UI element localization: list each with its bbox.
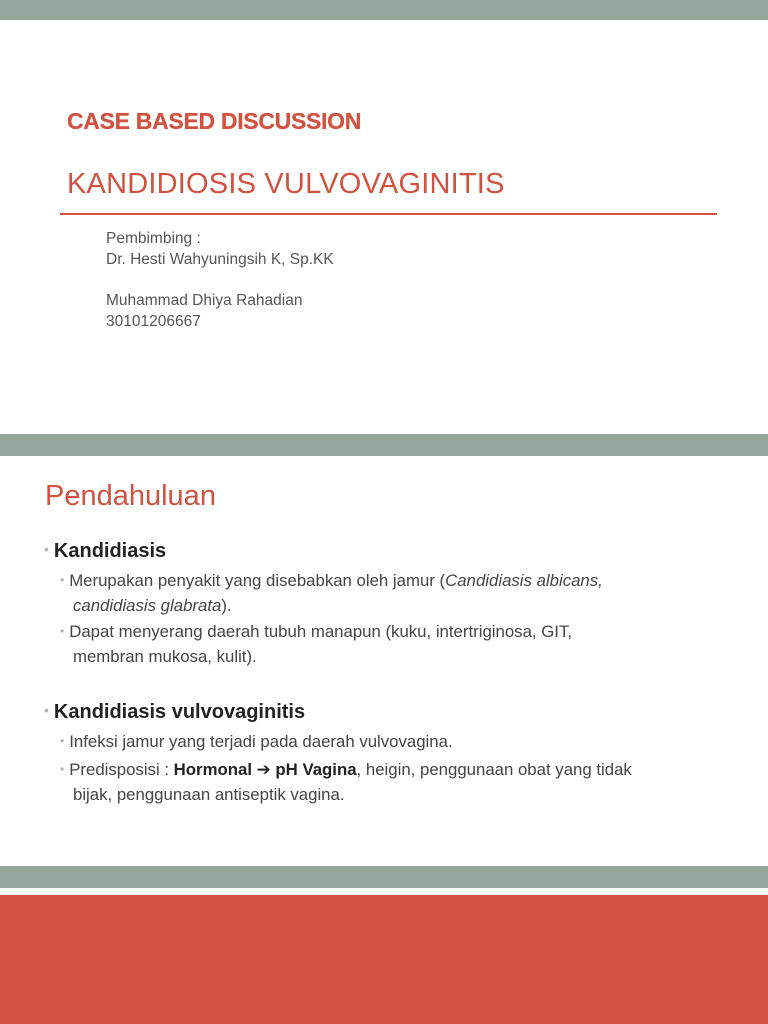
- slide-kicker: CASE BASED DISCUSSION: [67, 108, 362, 134]
- sub-bullet-dot: •: [60, 624, 65, 638]
- supervisor-label: Pembimbing :: [106, 230, 201, 247]
- bullet-kandidiasis: [44, 540, 166, 563]
- author-name: Muhammad Dhiya Rahadian: [106, 292, 303, 309]
- sub-bullet-dot: •: [60, 762, 65, 776]
- sub-bullet-infection: [60, 730, 740, 755]
- supervisor-block: [106, 228, 334, 270]
- bullet-dot: •: [44, 702, 49, 718]
- bold-text: Hormonal: [173, 760, 252, 779]
- sub-bullet-predisposition: [60, 758, 740, 807]
- line-continuation: bijak, penggunaan antiseptik vagina.: [73, 785, 345, 804]
- next-slide-peek: [0, 895, 768, 1024]
- sub-bullet-definition: [60, 569, 740, 618]
- bullet-heading: Kandidiasis: [53, 540, 167, 562]
- content-slide: [0, 456, 768, 866]
- italic-text: candidiasis glabrata: [73, 596, 222, 615]
- bullet-dot: •: [44, 541, 49, 557]
- band-gap: [0, 888, 768, 895]
- bold-text: pH Vagina: [275, 760, 357, 779]
- supervisor-name: Dr. Hesti Wahyuningsih K, Sp.KK: [106, 251, 334, 268]
- sub-bullet-dot: •: [60, 734, 65, 748]
- italic-text: Candidiasis albicans,: [445, 571, 603, 590]
- author-id: 30101206667: [106, 313, 201, 330]
- line-continuation: membran mukosa, kulit).: [73, 647, 257, 666]
- title-underline: [60, 213, 717, 215]
- title-slide: [0, 20, 768, 434]
- text-segment: Predisposisi :: [69, 760, 174, 779]
- text-segment: Dapat menyerang daerah tubuh manapun (kuku, intertriginosa, GIT,: [69, 622, 573, 641]
- section-title: Pendahuluan: [45, 480, 216, 512]
- text-segment: ).: [221, 596, 232, 615]
- middle-band: [0, 434, 768, 456]
- text-segment: Merupakan penyakit yang disebabkan oleh jamur (: [69, 571, 446, 590]
- arrow-icon: ➔: [256, 760, 271, 779]
- author-block: [106, 290, 302, 332]
- text-segment: , heigin, penggunaan obat yang tidak: [356, 760, 632, 779]
- bullet-kandidiasis-vulvovaginitis: [44, 701, 305, 724]
- top-band: [0, 0, 768, 20]
- bullet-heading: Kandidiasis vulvovaginitis: [53, 701, 306, 723]
- line-continuation: [60, 594, 740, 618]
- text-segment: Infeksi jamur yang terjadi pada daerah vulvovagina.: [69, 732, 453, 751]
- sub-bullet-locations: [60, 620, 740, 669]
- bottom-band: [0, 866, 768, 888]
- sub-bullet-dot: •: [60, 573, 65, 587]
- slide-title: KANDIDIOSIS VULVOVAGINITIS: [67, 168, 505, 200]
